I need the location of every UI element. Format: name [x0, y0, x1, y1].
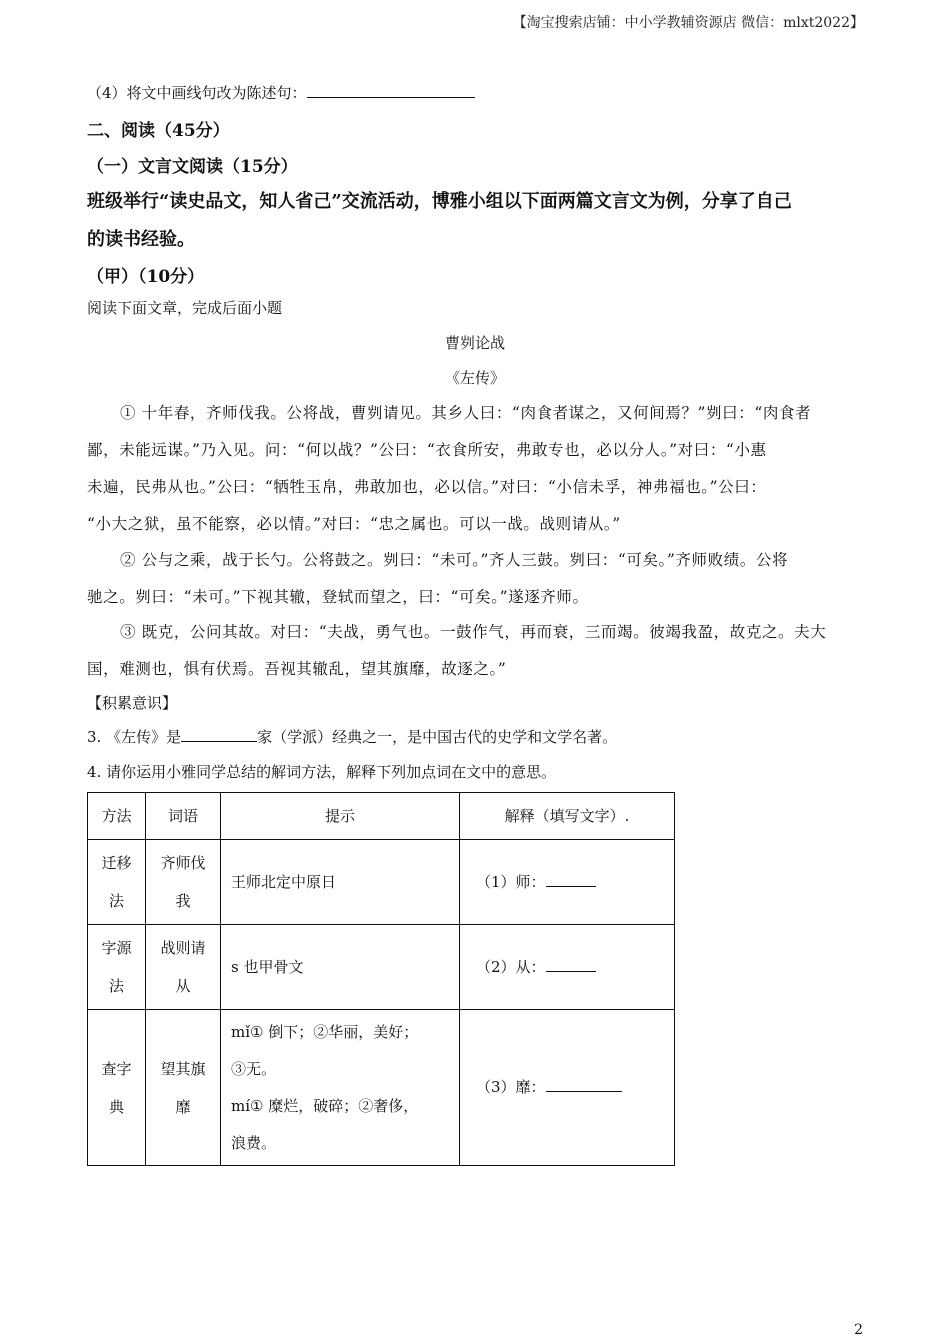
table-row	[88, 840, 675, 925]
article-title: 曹刿论战	[444, 334, 505, 352]
cell-line: 望其旗	[160, 1059, 206, 1078]
passage-line: ② 公与之乘，战于长勺。公将鼓之。刿曰：“未可。”齐人三鼓。刿曰：“可矣。”齐师败绩。公将	[120, 551, 789, 569]
cell-line: mí① 糜烂，破碎；②奢侈，	[231, 1096, 419, 1115]
page-header: 【淘宝搜索店铺：中小学教辅资源店 微信：mlxt2022】	[512, 15, 864, 31]
cell-line: 迁移	[101, 854, 132, 872]
cell-line: 浪费。	[231, 1133, 277, 1152]
cell-line: ③无。	[231, 1059, 277, 1078]
word-cell	[146, 1010, 221, 1166]
section-heading-reading: 二、阅读（45分）	[87, 121, 230, 141]
passage-line: ③ 既克，公问其故。对曰：“夫战，勇气也。一鼓作气，再而衰，三而竭。彼竭我盈，故克之。夫大	[120, 623, 827, 641]
answer-blank[interactable]	[546, 1077, 622, 1092]
method-cell	[88, 1010, 146, 1166]
cell-line: 我	[175, 892, 191, 910]
answer-blank[interactable]	[307, 83, 475, 98]
header-answer: 解释（填写文字）.	[460, 793, 675, 840]
answer-blank[interactable]	[546, 872, 596, 887]
cell-line: 靡	[175, 1097, 191, 1116]
method-cell	[88, 925, 146, 1010]
word-cell	[146, 925, 221, 1010]
question-4-intro: 4. 请你运用小雅同学总结的解词方法，解释下列加点词在文中的意思。	[87, 763, 557, 781]
answer-label: （1）师：	[476, 872, 546, 891]
intro-line-1: 班级举行“读史品文，知人省己”交流活动，博雅小组以下面两篇文言文为例，分享了自己	[87, 191, 792, 212]
table-row	[88, 1010, 675, 1166]
answer-cell	[460, 925, 675, 1010]
word-cell	[146, 840, 221, 925]
section-heading-classical: （一）文言文阅读（15分）	[87, 157, 298, 177]
cell-line: 王师北定中原日	[231, 872, 337, 891]
accumulate-heading: 【积累意识】	[87, 694, 178, 712]
question-3	[87, 726, 617, 747]
hint-cell	[221, 1010, 460, 1166]
passage-line: 鄙，未能远谋。”乃入见。问：“何以战？”公曰：“衣食所安，弗敢专也，必以分人。”对曰：“小惠	[87, 441, 767, 459]
question-3-after: 家（学派）经典之一，是中国古代的史学和文学名著。	[257, 728, 618, 746]
cell-line: 查字	[101, 1059, 132, 1078]
header-method: 方法	[88, 793, 146, 840]
hint-cell	[221, 925, 460, 1010]
question-4-text: （4）将文中画线句改为陈述句：	[87, 84, 307, 102]
part-jia-heading: （甲）（10分）	[87, 267, 205, 287]
method-cell	[88, 840, 146, 925]
cell-line: 字源	[101, 939, 132, 957]
page-number: 2	[854, 1322, 863, 1338]
header-word: 词语	[146, 793, 221, 840]
passage-line: 驰之。刿曰：“未可。”下视其辙，登轼而望之，曰：“可矣。”遂逐齐师。	[87, 588, 589, 606]
article-source: 《左传》	[444, 369, 505, 387]
intro-line-2: 的读书经验。	[87, 229, 195, 250]
passage-line: “小大之狱，虽不能察，必以情。”对曰：“忠之属也。可以一战。战则请从。”	[87, 515, 621, 533]
cell-line: 法	[108, 892, 124, 910]
answer-blank[interactable]	[546, 957, 596, 972]
cell-line: 战则请	[160, 939, 206, 957]
answer-blank[interactable]	[181, 727, 257, 742]
passage-line: 未遍，民弗从也。”公曰：“牺牲玉帛，弗敢加也，必以信。”对曰：“小信未孚，神弗福也。”公曰：	[87, 478, 767, 496]
cell-line: 法	[108, 977, 124, 995]
cell-line: mǐ① 倒下；②华丽，美好；	[231, 1022, 419, 1041]
cell-line: 典	[108, 1097, 124, 1116]
hint-cell	[221, 840, 460, 925]
answer-cell	[460, 1010, 675, 1166]
question-4-rewrite	[87, 82, 475, 103]
reading-instruction: 阅读下面文章，完成后面小题	[87, 299, 283, 317]
answer-label: （3）靡：	[476, 1078, 546, 1096]
passage-line: 国，难测也，惧有伏焉。吾视其辙乱，望其旗靡，故逐之。”	[87, 660, 507, 678]
cell-line: 齐师伐	[160, 854, 206, 872]
table-row	[88, 925, 675, 1010]
cell-line: s 也甲骨文	[231, 957, 304, 976]
answer-cell	[460, 840, 675, 925]
cell-line: 从	[175, 977, 191, 995]
answer-label: （2）从：	[476, 957, 546, 976]
table-header-row	[88, 793, 675, 840]
header-hint: 提示	[221, 793, 460, 840]
passage-line: ① 十年春，齐师伐我。公将战，曹刿请见。其乡人曰：“肉食者谋之，又何间焉？”刿曰：“肉食者	[120, 404, 812, 422]
word-explanation-table	[87, 792, 675, 1166]
question-3-before: 3. 《左传》是	[87, 728, 182, 746]
